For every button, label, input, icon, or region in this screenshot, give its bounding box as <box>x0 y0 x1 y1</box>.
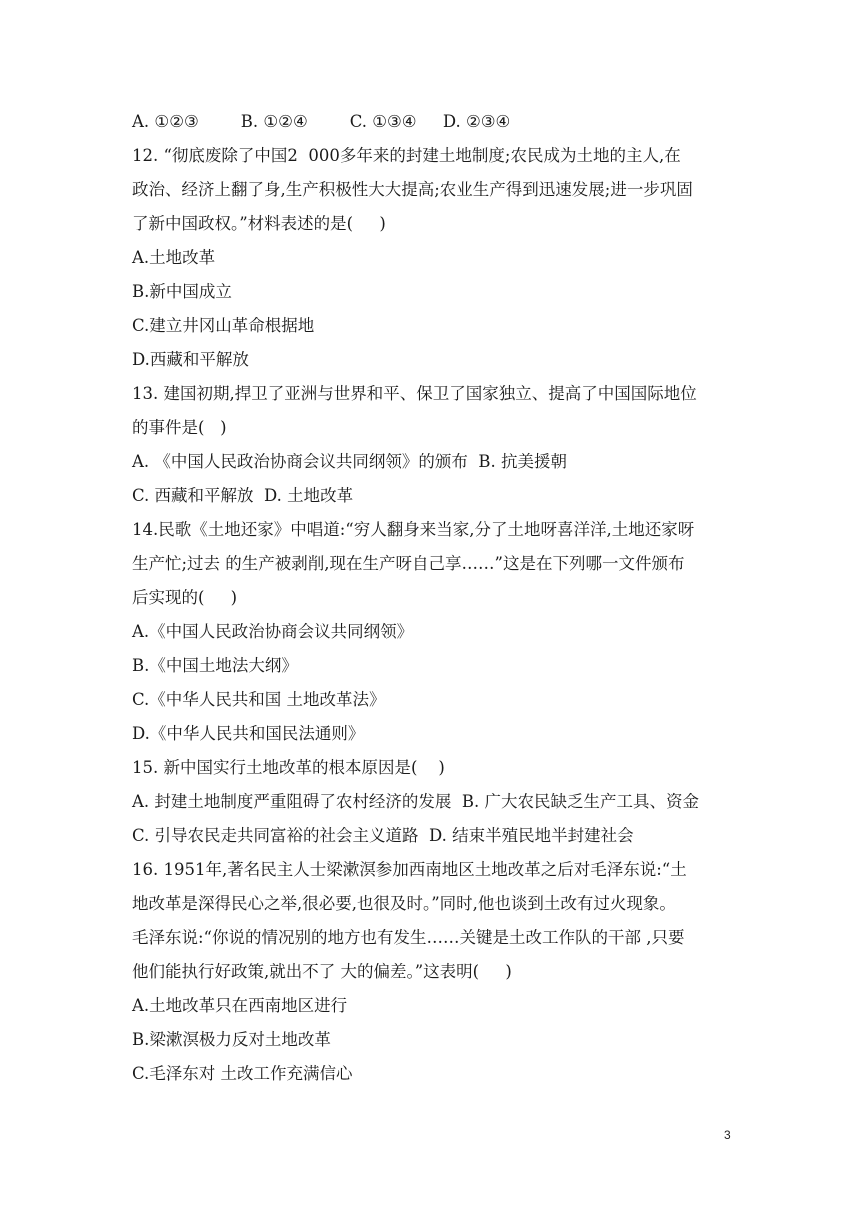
q12-stem-line-2: 政治、经济上翻了身,生产积极性大大提高;农业生产得到迅速发展;进一步巩固 <box>132 180 693 199</box>
q13-stem-line-2: 的事件是( ) <box>132 418 227 437</box>
q16-stem-line-4: 他们能执行好政策,就出不了 大的偏差。”这表明( ) <box>132 962 512 981</box>
q12-option-a: A.土地改革 <box>132 248 216 267</box>
q14-stem-line-1: 14.民歌《土地还家》中唱道:“穷人翻身来当家,分了土地呀喜洋洋,土地还家呀 <box>132 520 695 539</box>
page-number: 3 <box>724 1128 731 1142</box>
q14-option-b: B.《中国土地法大纲》 <box>132 656 298 675</box>
q13-options-ab: A. 《中国人民政治协商会议共同纲领》的颁布 B. 抗美援朝 <box>132 452 568 471</box>
q14-option-c: C.《中华人民共和国 土地改革法》 <box>132 690 386 709</box>
q11-options: A. ①②③ B. ①②④ C. ①③④ D. ②③④ <box>132 112 511 131</box>
q15-options-ab: A. 封建土地制度严重阻碍了农村经济的发展 B. 广大农民缺乏生产工具、资金 <box>132 792 700 811</box>
q16-option-a: A.土地改革只在西南地区进行 <box>132 996 348 1015</box>
q13-options-cd: C. 西藏和平解放 D. 土地改革 <box>132 486 354 505</box>
q12-option-b: B.新中国成立 <box>132 282 232 301</box>
q16-stem-line-3: 毛泽东说:“你说的情况别的地方也有发生……关键是土改工作队的干部 ,只要 <box>132 928 685 947</box>
q14-option-a: A.《中国人民政治协商会议共同纲领》 <box>132 622 414 641</box>
q12-option-d: D.西藏和平解放 <box>132 350 249 369</box>
q16-stem-line-1: 16. 1951年,著名民主人士梁漱溟参加西南地区土地改革之后对毛泽东说:“土 <box>132 860 687 879</box>
q14-option-d: D.《中华人民共和国民法通则》 <box>132 724 365 743</box>
q13-stem-line-1: 13. 建国初期,捍卫了亚洲与世界和平、保卫了国家独立、提高了中国国际地位 <box>132 384 697 403</box>
q15-stem: 15. 新中国实行土地改革的根本原因是( ) <box>132 758 445 777</box>
q12-stem-line-3: 了新中国政权。”材料表述的是( ) <box>132 214 386 233</box>
q14-stem-line-3: 后实现的( ) <box>132 588 238 607</box>
q12-option-c: C.建立井冈山革命根据地 <box>132 316 315 335</box>
q16-option-b: B.梁漱溟极力反对土地改革 <box>132 1030 331 1049</box>
q16-option-c: C.毛泽东对 土改工作充满信心 <box>132 1064 353 1083</box>
q12-stem-line-1: 12. “彻底废除了中国2 000多年来的封建土地制度;农民成为土地的主人,在 <box>132 146 681 165</box>
q16-stem-line-2: 地改革是深得民心之举,很必要,也很及时。”同时,他也谈到土改有过火现象。 <box>132 894 676 913</box>
q15-options-cd: C. 引导农民走共同富裕的社会主义道路 D. 结束半殖民地半封建社会 <box>132 826 634 845</box>
q14-stem-line-2: 生产忙;过去 的生产被剥削,现在生产呀自己享……”这是在下列哪一文件颁布 <box>132 554 685 573</box>
